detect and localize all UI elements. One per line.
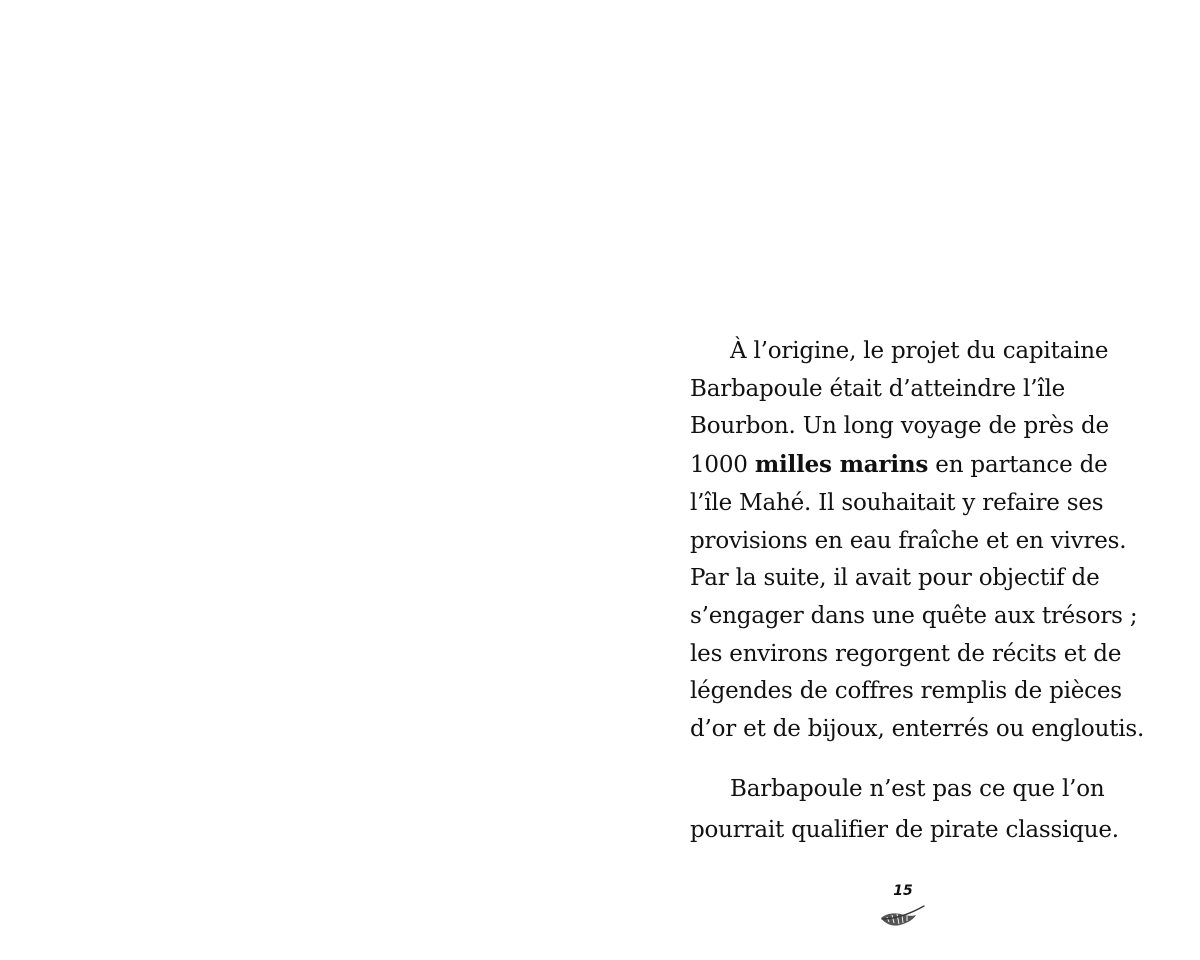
text-line: légendes de coffres remplis de pièces: [690, 678, 1122, 705]
feather-icon: [878, 903, 926, 929]
text-line-with-emphasis: [690, 446, 1170, 485]
page-folio: [878, 880, 926, 929]
text-line: À l’origine, le projet du capitaine: [730, 338, 1109, 364]
text-line: provisions en eau fraîche et en vivres.: [690, 527, 1127, 554]
paragraph-2: [690, 769, 1170, 851]
emphasis-term: milles marins: [754, 451, 929, 479]
text-line: d’or et de bijoux, enterrés ou engloutis.: [690, 716, 1145, 743]
paragraph-1: [690, 333, 1170, 749]
text-line: les environs regorgent de récits et de: [690, 640, 1122, 667]
text-line: pourrait qualifier de pirate classique.: [690, 816, 1119, 843]
text-line: l’île Mahé. Il souhaitait y refaire ses: [690, 489, 1104, 516]
body-text: [690, 333, 1170, 851]
text-line: Bourbon. Un long voyage de près de: [690, 413, 1109, 440]
text-line: s’engager dans une quête aux trésors ;: [690, 602, 1138, 629]
text-line: Barbapoule n’est pas ce que l’on: [730, 775, 1105, 802]
line-prefix: 1000: [690, 452, 755, 479]
page-number: 15: [893, 883, 913, 899]
text-line: Barbapoule était d’atteindre l’île: [690, 375, 1066, 402]
line-suffix: en partance de: [928, 452, 1108, 479]
text-line: Par la suite, il avait pour objectif de: [690, 565, 1100, 592]
